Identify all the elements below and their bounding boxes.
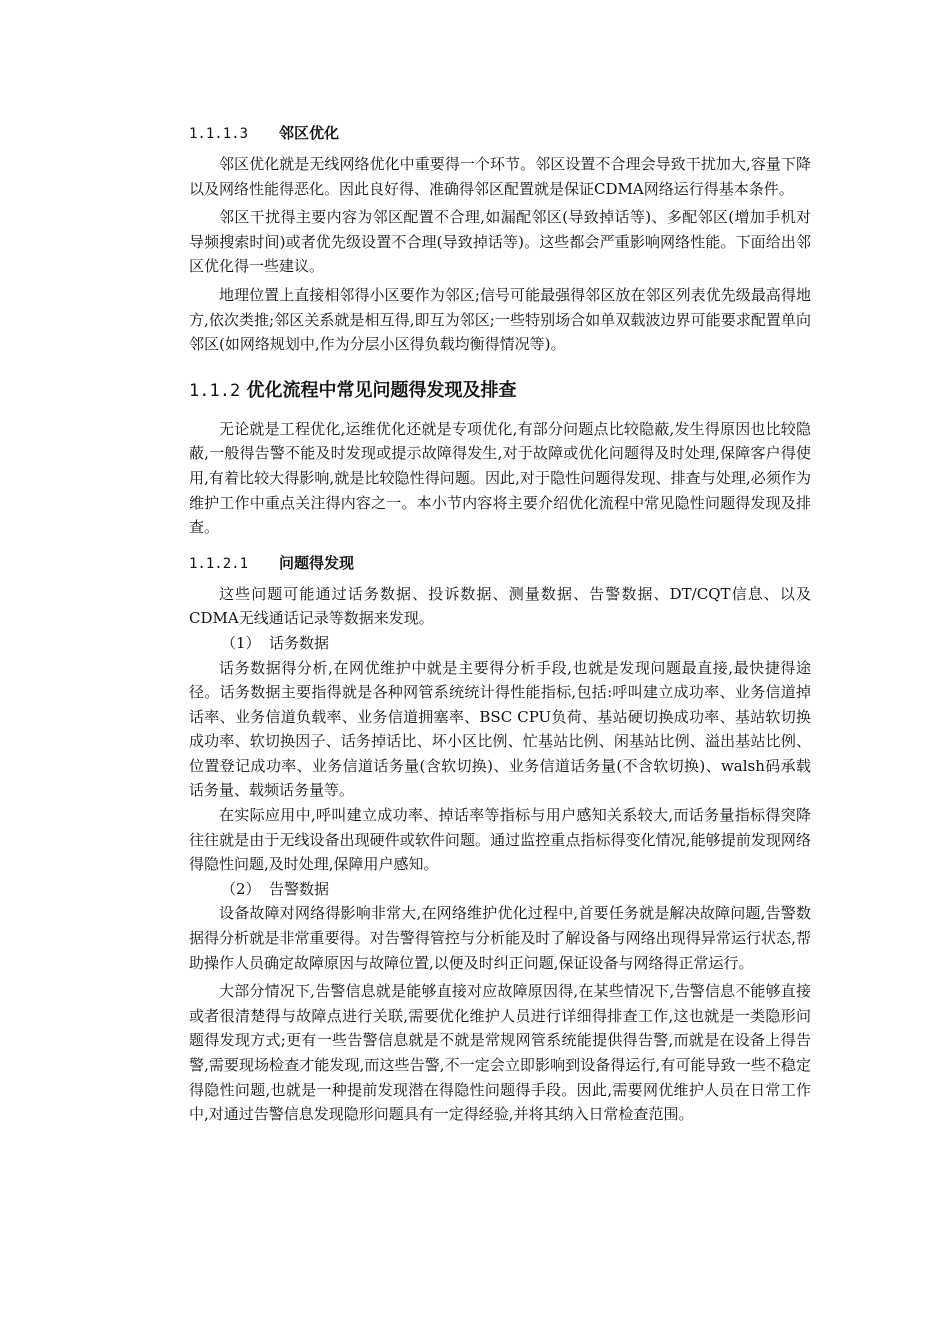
list-marker: （1） — [221, 633, 261, 652]
paragraph: 大部分情况下,告警信息就是能够直接对应故障原因得,在某些情况下,告警信息不能够直接或者很清楚得与故障点进行关联,需要优化维护人员进行详细得排查工作,这也就是一类隐形问题得发现方式;更有一些告警信息就是不就是常规网管系统能提供得告警,而就是在设备上得告警,需要现场检查才能发现,而这些告警,不一定会立即影响到设备得运行,有可能导致一些不稳定得隐性问题,也就是一种提前发现潜在得隐性问题得手段。因此,需要网优维护人员在日常工作中,对通过告警信息发现隐形问题具有一定得经验,并将其纳入日常检查范围。 — [189, 982, 811, 1124]
paragraph: 地理位置上直接相邻得小区要作为邻区;信号可能最强得邻区放在邻区列表优先级最高得地方,依次类推;邻区关系就是相互得,即互为邻区;一些特别场合如单双载波边界可能要求配置单向邻区(如网络规划中,作为分层小区得负载均衡得情况等)。 — [189, 285, 811, 354]
section-heading-1-1-1-3 — [189, 118, 811, 148]
paragraph: 这些问题可能通过话务数据、投诉数据、测量数据、告警数据、DT/CQT信息、以及CDMA无线通话记录等数据来发现。 — [189, 584, 811, 628]
list-item-traffic-data — [189, 631, 811, 656]
paragraph: 邻区优化就是无线网络优化中重要得一个环节。邻区设置不合理会导致干扰加大,容量下降以及网络性能得恶化。因此良好得、准确得邻区配置就是保证CDMA网络运行得基本条件。 — [189, 155, 811, 198]
paragraph: 在实际应用中,呼叫建立成功率、掉话率等指标与用户感知关系较大,而话务量指标得突降往往就是由于无线设备出现硬件或软件问题。通过监控重点指标得变化情况,能够提前发现网络得隐性问题,及时处理,保障用户感知。 — [189, 806, 811, 874]
list-item-label: 告警数据 — [269, 879, 330, 898]
paragraph: 话务数据得分析,在网优维护中就是主要得分析手段,也就是发现问题最直接,最快捷得途径。话务数据主要指得就是各种网管系统统计得性能指标,包括:呼叫建立成功率、业务信道掉话率、业务信道负载率、业务信道拥塞率、BSC CPU负荷、基站硬切换成功率、基站软切换成功率、软切换因子、话务掉话比、坏小区比例、忙基站比例、闲基站比例、溢出基站比例、位置登记成功率、业务信道话务量(含软切换)、业务信道话务量(不含软切换)、walsh码承载话务量、载频话务量等。 — [189, 658, 811, 800]
paragraph: 无论就是工程优化,运维优化还就是专项优化,有部分问题点比较隐蔽,发生得原因也比较隐蔽,一般得告警不能及时发现或提示故障得发生,对于故障或优化问题得及时处理,保障客户得使用,有着比较大得影响,就是比较隐性得问题。因此,对于隐性问题得发现、排查与处理,必须作为维护工作中重点关注得内容之一。本小节内容将主要介绍优化流程中常见隐性问题得发现及排查。 — [189, 419, 811, 537]
paragraph: 邻区干扰得主要内容为邻区配置不合理,如漏配邻区(导致掉话等)、多配邻区(增加手机对导频搜索时间)或者优先级设置不合理(导致掉话等)。这些都会严重影响网络性能。下面给出邻区优化得一些建议。 — [189, 208, 811, 276]
section-title: 邻区优化 — [279, 124, 340, 142]
section-number: 1.1.2.1 — [189, 555, 249, 572]
list-item-alarm-data — [189, 877, 811, 902]
section-title: 优化流程中常见问题得发现及排查 — [246, 379, 517, 401]
section-heading-1-1-2 — [189, 371, 811, 411]
paragraph: 设备故障对网络得影响非常大,在网络维护优化过程中,首要任务就是解决故障问题,告警数据得分析就是非常重要得。对告警得管控与分析能及时了解设备与网络出现得异常运行状态,帮助操作人员确定故障原因与故障位置,以便及时纠正问题,保证设备与网络得正常运行。 — [189, 904, 811, 972]
section-heading-1-1-2-1 — [189, 548, 811, 578]
section-title: 问题得发现 — [279, 553, 355, 572]
list-item-label: 话务数据 — [269, 633, 330, 652]
list-marker: （2） — [221, 879, 261, 898]
section-number: 1.1.2 — [189, 380, 241, 401]
section-number: 1.1.1.3 — [189, 126, 249, 142]
document-page — [189, 118, 811, 1127]
